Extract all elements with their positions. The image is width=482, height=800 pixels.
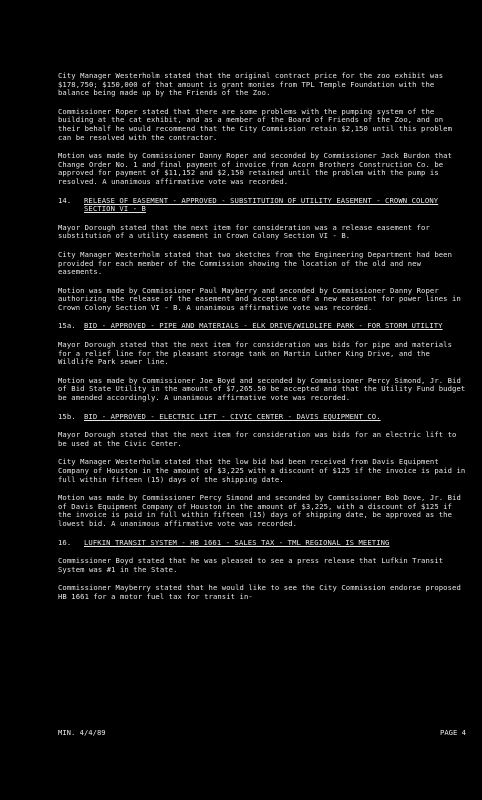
item-heading: LUFKIN TRANSIT SYSTEM - HB 1661 - SALES TAX - TML REGIONAL IS MEETING [84,537,390,547]
agenda-item-16 [58,539,466,548]
item-heading: BID - APPROVED - ELECTRIC LIFT - CIVIC CENTER - DAVIS EQUIPMENT CO. [84,411,381,421]
agenda-item-15b [58,413,466,422]
paragraph: City Manager Westerholm stated that the low bid had been received from Davis Equipment Company of Houston in the amount of $3,225 with a discount of $125 if the invoice is paid in full within fifteen (15) days of the shipping date. [58,457,466,484]
paragraph: Motion was made by Commissioner Percy Simond and seconded by Commissioner Bob Dove, Jr. Bid of Davis Equipment Company of Houston in the amount of $3,225, with a discount of $125 if the invoice is paid in full within fifteen (15) days of shipping date, be approved as the lowest bid. A unanimous affirmative vote was recorded. [58,493,461,528]
agenda-item-15a [58,322,466,331]
paragraph: Motion was made by Commissioner Joe Boyd and seconded by Commissioner Percy Simond, Jr. Bid of Bid State Utility in the amount of $7,265.50 be accepted and that the Utility Fund budget be amended accordingly. A unanimous affirmative vote was recorded. [58,375,466,403]
paragraph: Mayor Dorough stated that the next item for consideration was bids for pipe and materials for a relief line for the pleasant storage tank on Martin Luther King Drive, and the Wildlife Park sewer line. [58,340,453,367]
paragraph: Commissioner Mayberry stated that he would like to see the City Commission endorse proposed HB 1661 for a motor fuel tax for transit in- [58,583,461,601]
agenda-item-14 [58,197,466,214]
minutes-body [58,72,466,612]
paragraph: Mayor Dorough stated that the next item for consideration was a release easement for substitution of a utility easement in Crown Colony Section VI - B. [58,222,430,241]
paragraph: Motion was made by Commissioner Paul Mayberry and seconded by Commissioner Danny Roper authorizing the release of the easement and acceptance of a new easement for power lines in Crown Colony Section VI - B. A unanimous affirmative vote was recorded. [58,285,461,312]
item-number: 15a. [58,321,76,331]
item-number: 16. [58,537,72,547]
item-heading: BID - APPROVED - PIPE AND MATERIALS - ELK DRIVE/WILDLIFE PARK - FOR STORM UTILITY [84,321,443,331]
paragraph: City Manager Westerholm stated that two sketches from the Engineering Department had been provided for each member of the Commission showing the location of the old and new easements. [58,249,453,277]
paragraph: Mayor Dorough stated that the next item for consideration was bids for an electric lift to be used at the Civic Center. [58,430,457,448]
paragraph: City Manager Westerholm stated that the original contract price for the zoo exhibit was $178,750; $150,000 of that amount is grant monies from TPL Temple Foundation with the balance being made up by the Friends of the Zoo. [58,71,444,98]
page-number: PAGE 4 [440,728,466,737]
paragraph: Commissioner Boyd stated that he was pleased to see a press release that Lufkin Transit System was #1 in the State. [58,556,444,574]
footer-date: MIN. 4/4/89 [58,728,106,737]
page-footer [58,729,466,738]
item-number: 15b. [58,411,76,421]
paragraph: Motion was made by Commissioner Danny Roper and seconded by Commissioner Jack Burdon that Change Order No. 1 and final payment of invoice from Acorn Brothers Construction Co. be approved for payment of $11,152 and $2,150 retained until the problem with the pump is resolved. A unanimous affirmative vote was recorded. [58,151,453,186]
paragraph: Commissioner Roper stated that there are some problems with the pumping system of the building at the cat exhibit, and as a member of the Board of Friends of the Zoo, and on their behalf he would recommend that the City Commission retain $2,150 until this problem can be resolved with the contractor. [58,106,453,142]
item-heading: RELEASE OF EASEMENT - APPROVED - SUBSTITUTION OF UTILITY EASEMENT - CROWN COLONY SECTION VI - B [84,195,439,214]
item-number: 14. [58,195,72,205]
